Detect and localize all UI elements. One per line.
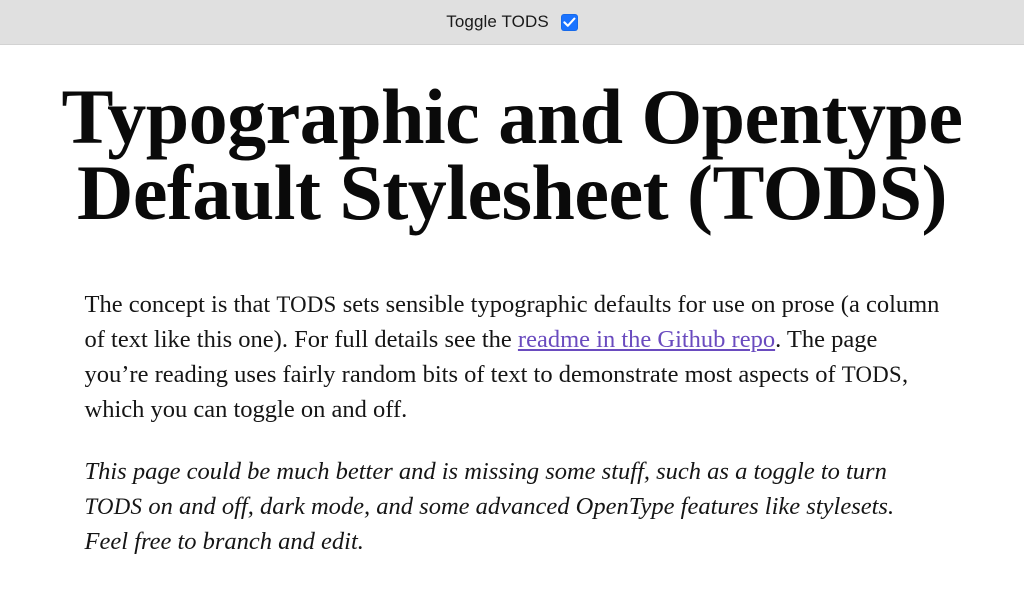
- checkmark-icon: [563, 17, 576, 28]
- text-run: on and off, dark mode, and some advanced OpenType features like stylesets. Feel free to branch and edit.: [84, 493, 895, 555]
- text-run: sets sensible typographic defaults for use on prose (a column of text like this one). For full details see the: [84, 291, 940, 354]
- toggle-tods-checkbox[interactable]: [561, 14, 578, 31]
- prose-body: [55, 288, 970, 559]
- paragraph: [85, 288, 940, 427]
- paragraph: [85, 455, 940, 559]
- smallcaps-abbr: TODS: [84, 494, 143, 520]
- document-page: [0, 73, 1024, 560]
- smallcaps-abbr: TODS: [276, 292, 337, 318]
- page-title-line2: Default Stylesheet (TODS): [77, 148, 947, 236]
- top-toolbar: [0, 0, 1024, 45]
- smallcaps-abbr: TODS: [841, 361, 903, 387]
- toggle-tods-label: Toggle TODS: [446, 12, 549, 31]
- page-title-line1: Typographic and Opentype: [61, 73, 963, 160]
- text-run: This page could be much better and is missing some stuff, such as a toggle to turn: [84, 458, 887, 486]
- readme-link[interactable]: readme in the Github repo: [517, 326, 776, 354]
- text-run: . The page you’re reading uses fairly random bits of text to demonstrate most aspects of: [84, 326, 878, 388]
- text-run: The concept is that: [84, 291, 277, 319]
- page-title: [46, 73, 978, 236]
- text-run: , which you can toggle on and off.: [84, 360, 909, 423]
